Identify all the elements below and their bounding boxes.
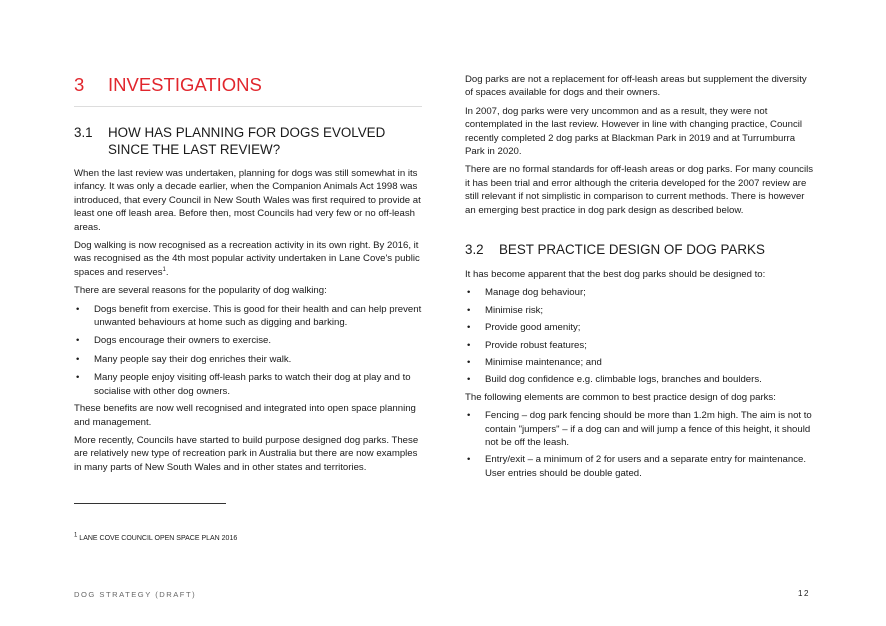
bullet-icon: •	[76, 335, 80, 347]
list-item-text: Provide good amenity;	[485, 322, 581, 334]
subsection-title: BEST PRACTICE DESIGN OF DOG PARKS	[499, 242, 765, 257]
bullet-icon: •	[467, 357, 471, 369]
subsection-3-2	[465, 241, 815, 258]
left-body	[74, 167, 424, 474]
subsection-heading	[465, 241, 815, 258]
bullet-icon: •	[76, 303, 80, 315]
list-item	[74, 371, 424, 398]
bullet-list	[74, 303, 424, 398]
paragraph: More recently, Councils have started to build purpose designed dog parks. These are relatively new type of recreation park in Australia but there are now examples in many parts of New South Wales and in other states and territories.	[74, 434, 419, 473]
list-item-text: Dogs encourage their owners to exercise.	[94, 335, 272, 347]
subsection-title: HOW HAS PLANNING FOR DOGS EVOLVED SINCE THE LAST REVIEW?	[108, 125, 386, 157]
list-item-text: Fencing – dog park fencing should be more than 1.2m high. The aim is not to contain "jumpers" – if a dog can and will jump a fence of this height, it should not be off the leash.	[485, 410, 812, 449]
paragraph	[74, 239, 424, 279]
footnote-reference: 1	[162, 266, 166, 273]
subsection-3-1	[74, 124, 424, 158]
list-item	[465, 339, 815, 352]
list-item	[74, 303, 424, 330]
right-body-bottom	[465, 268, 815, 480]
subsection-number: 3.2	[465, 242, 484, 257]
list-item	[465, 356, 815, 369]
list-item-text: Manage dog behaviour;	[485, 287, 586, 299]
bullet-icon: •	[467, 322, 471, 334]
section-title: INVESTIGATIONS	[108, 74, 262, 95]
paragraph: There are several reasons for the popularity of dog walking:	[74, 285, 327, 297]
paragraph: These benefits are now well recognised and integrated into open space planning and management.	[74, 403, 416, 428]
paragraph-text: Dog walking is now recognised as a recreation activity in its own right. By 2016, it was recognised as the 4th most popular activity undertaken in Lane Cove's public spaces and reserves	[74, 240, 420, 278]
footnote-text: LANE COVE COUNCIL OPEN SPACE PLAN 2016	[79, 535, 238, 542]
list-item	[465, 453, 815, 480]
bullet-icon: •	[467, 287, 471, 299]
bullet-icon: •	[467, 304, 471, 316]
list-item-text: Provide robust features;	[485, 339, 587, 351]
paragraph-end: .	[165, 266, 169, 278]
section-heading	[74, 74, 262, 96]
list-item	[74, 334, 424, 347]
bullet-icon: •	[76, 353, 80, 365]
right-body-top	[465, 73, 815, 217]
subsection-number: 3.1	[74, 125, 93, 140]
paragraph: It has become apparent that the best dog parks should be designed to:	[465, 269, 766, 280]
bullet-icon: •	[467, 374, 471, 386]
list-item	[465, 304, 815, 317]
bullet-list	[465, 286, 815, 386]
footnote-number: 1	[74, 532, 78, 539]
bullet-icon: •	[76, 372, 80, 384]
list-item	[465, 409, 815, 449]
list-item-text: Many people enjoy visiting off-leash parks to watch their dog at play and to socialise with other dog owners.	[94, 372, 411, 397]
bullet-icon: •	[467, 454, 471, 466]
list-item-text: Minimise maintenance; and	[485, 357, 602, 369]
list-item-text: Build dog confidence e.g. climbable logs, branches and boulders.	[485, 374, 762, 386]
list-item	[465, 373, 815, 386]
list-item	[74, 353, 424, 366]
bullet-icon: •	[467, 410, 471, 422]
bullet-icon: •	[467, 339, 471, 351]
bullet-list	[465, 409, 815, 480]
list-item-text: Dogs benefit from exercise. This is good for their health and can help prevent unwanted behaviours at home such as digging and barking.	[94, 303, 422, 329]
paragraph: In 2007, dog parks were very uncommon and as a result, they were not contemplated in the last review. However in line with changing practice, Council recently completed 2 dog parks at Blackman Park in 2019 and at Turrumburra Park in 2020.	[465, 105, 803, 158]
paragraph: When the last review was undertaken, planning for dogs was still somewhat in its infancy. It was only a decade earlier, when the Companion Animals Act 1998 was introduced, that every Council in New South Wales was first required to provide at least one off leash area. Before then, most Councils had very few or no off-leash areas.	[74, 168, 421, 233]
list-item	[465, 286, 815, 299]
page-number: 12	[798, 589, 810, 598]
paragraph: There are no formal standards for off-leash areas or dog parks. For many councils it has been trial and error although the criteria developed for the 2007 review are still relevant if not simplistic in comparison to current methods. There is however an emerging best practice in dog park design as described below.	[465, 164, 814, 216]
list-item-text: Entry/exit – a minimum of 2 for users and a separate entry for maintenance. User entries should be double gated.	[485, 454, 807, 479]
footnote	[74, 532, 238, 542]
paragraph: The following elements are common to best practice design of dog parks:	[465, 391, 776, 403]
heading-divider	[74, 106, 422, 107]
list-item-text: Minimise risk;	[485, 304, 544, 316]
footnote-divider	[74, 503, 226, 504]
footer-document-title: DOG STRATEGY (DRAFT)	[74, 590, 197, 599]
list-item	[465, 321, 815, 334]
section-number: 3	[74, 74, 85, 95]
subsection-heading	[74, 124, 424, 158]
paragraph: Dog parks are not a replacement for off-leash areas but supplement the diversity of spaces available for dogs and their owners.	[465, 74, 807, 99]
list-item-text: Many people say their dog enriches their walk.	[94, 353, 292, 365]
